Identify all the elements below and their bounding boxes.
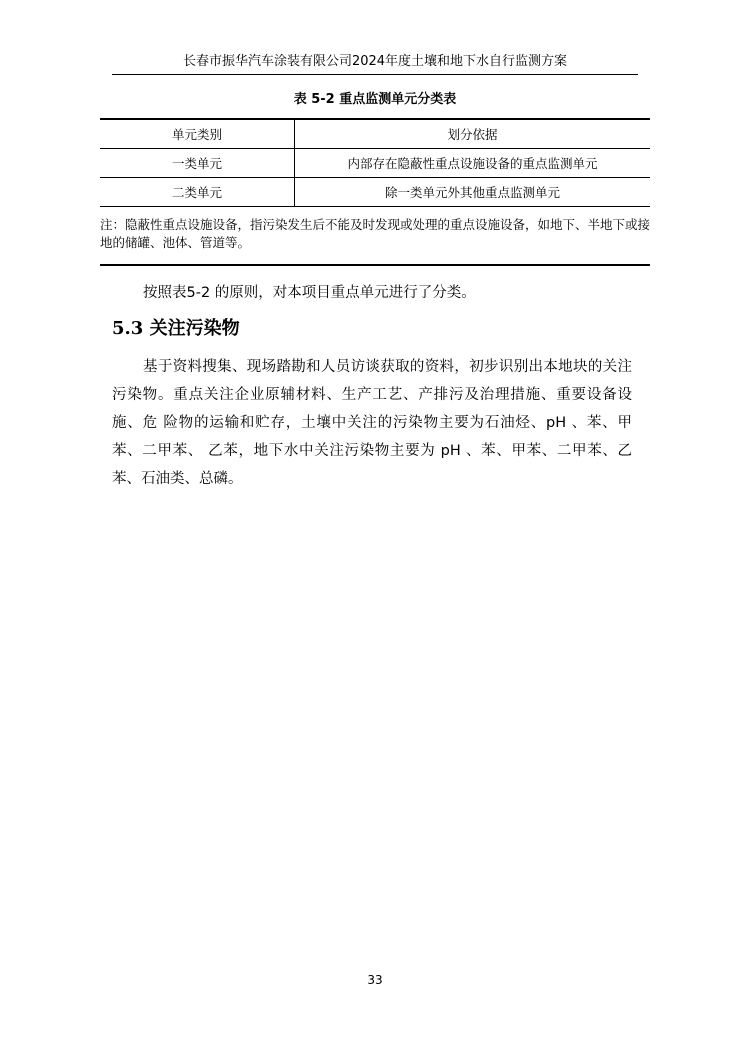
page-number: 33 (367, 973, 383, 987)
section-heading: 5.3 关注污染物 (112, 318, 240, 339)
header-rule (112, 74, 638, 75)
table-caption: 表 5-2 重点监测单元分类表 (293, 92, 457, 107)
table-note: 注：隐蔽性重点设施设备，指污染发生后不能及时发现或处理的重点设施设备，如地下、半地下或接地的储罐、池体、管道等。 (100, 217, 651, 250)
table-row (100, 149, 650, 178)
table-cell-basis: 除一类单元外其他重点监测单元 (295, 178, 651, 207)
column-header-basis: 划分依据 (295, 119, 651, 149)
column-header-unit-category: 单元类别 (100, 119, 295, 149)
section-paragraph: 基于资料搜集、现场踏勘和人员访谈获取的资料，初步识别出本地块的关注污染物。重点关注企业原辅材料、生产工艺、产排污及治理措施、重要设备设施、危 险物的运输和贮存，土壤中关注的污染物主要为石油烃、pH 、苯、甲苯、二甲苯、 乙苯，地下水中关注污染物主要为 pH 、苯、甲苯、二甲苯、乙苯、石油类、总磷。 (112, 359, 632, 487)
intro-paragraph: 按照表5-2 的原则，对本项目重点单元进行了分类。 (143, 285, 476, 301)
table-cell-basis: 内部存在隐蔽性重点设施设备的重点监测单元 (295, 149, 651, 178)
table-bottom-rule (100, 264, 650, 266)
unit-classification-table (100, 118, 650, 207)
table-cell-category: 二类单元 (100, 178, 295, 207)
table-header-row (100, 119, 650, 149)
page-header-title: 长春市振华汽车涂装有限公司2024年度土壤和地下水自行监测方案 (182, 54, 568, 69)
table-cell-category: 一类单元 (100, 149, 295, 178)
table-row (100, 178, 650, 207)
